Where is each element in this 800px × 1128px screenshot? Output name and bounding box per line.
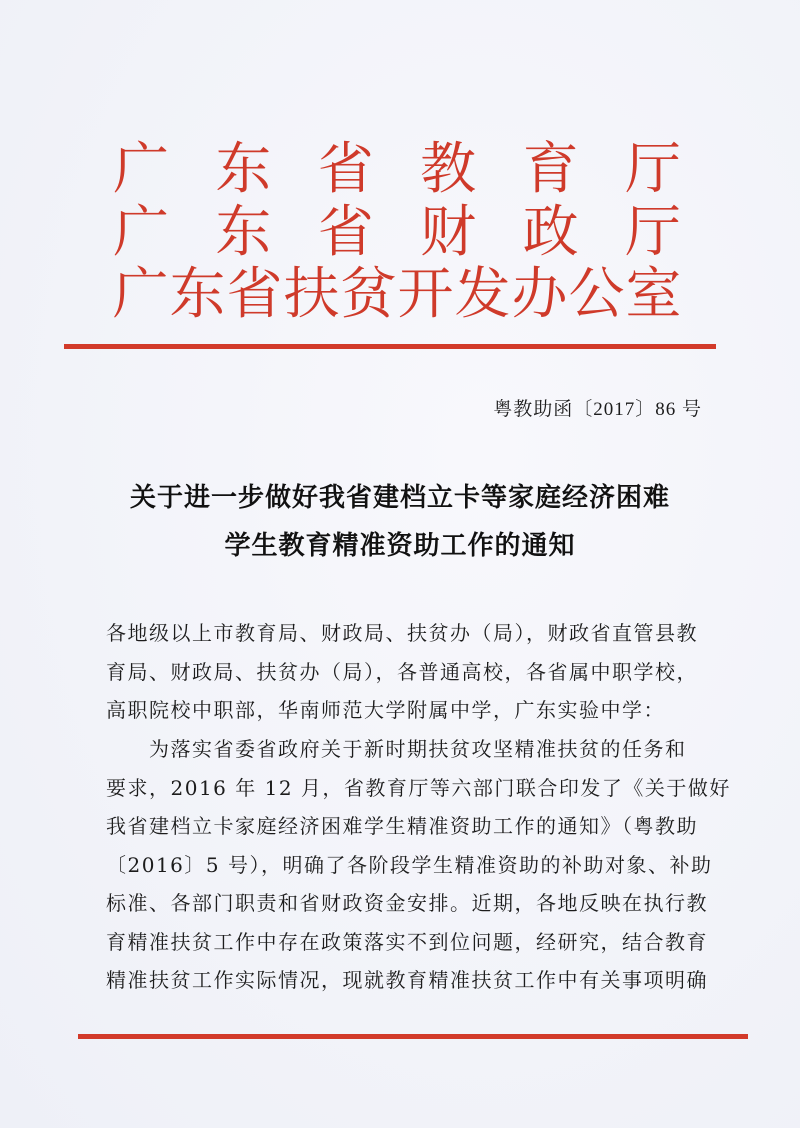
body-paragraph-1: [106, 730, 731, 1000]
paragraph-line: 育精准扶贫工作中存在政策落实不到位问题，经研究，结合教育: [106, 929, 708, 954]
addressee-line: 各地级以上市教育局、财政局、扶贫办（局），财政省直管县教: [106, 621, 698, 645]
letterhead-char: 广: [112, 262, 169, 327]
letterhead-row-poverty-office: [112, 262, 682, 327]
paragraph-line: 标准、各部门职责和省财政资金安排。近期，各地反映在执行教: [106, 891, 708, 915]
letterhead-char: 厅: [624, 200, 681, 265]
paragraph-line: 〔2016〕5 号），明确了各阶段学生精准资助的补助对象、补助: [106, 852, 713, 877]
letterhead-char: 开: [397, 262, 454, 327]
letterhead-char: 省: [317, 200, 374, 265]
letterhead-char: 发: [454, 262, 511, 327]
letterhead-row-education-department: [112, 137, 682, 202]
paragraph-line: 要求，2016 年 12 月，省教育厅等六部门联合印发了《关于做好: [106, 775, 731, 800]
letterhead-row-finance-department: [112, 200, 682, 265]
letterhead-char: 省: [226, 262, 283, 327]
paragraph-line: 我省建档立卡家庭经济困难学生精准资助工作的通知》（粤教助: [106, 814, 698, 838]
letterhead-divider: [64, 344, 716, 349]
addressee-line: 高职院校中职部，华南师范大学附属中学，广东实验中学：: [106, 698, 665, 722]
letterhead-char: 公: [568, 262, 625, 327]
letterhead-char: 省: [317, 137, 374, 202]
letterhead-char: 政: [522, 200, 579, 265]
letterhead-char: 东: [169, 262, 226, 327]
letterhead-char: 财: [420, 200, 477, 265]
page-footer-divider: [78, 1034, 748, 1039]
addressee-block: [106, 614, 716, 730]
letterhead-char: 广: [113, 200, 169, 265]
document-title-line-2: 学生教育精准资助工作的通知: [224, 531, 576, 561]
letterhead-char: 厅: [624, 137, 681, 202]
paragraph-line: 精准扶贫工作实际情况，现就教育精准扶贫工作中有关事项明确: [106, 968, 708, 992]
document-number: 粤教助函〔2017〕86 号: [493, 399, 702, 420]
letterhead-char: 教: [420, 137, 477, 202]
letterhead-char: 扶: [283, 262, 340, 327]
document-title-line-1: 关于进一步做好我省建档立卡等家庭经济困难: [129, 483, 670, 513]
letterhead-char: 东: [215, 200, 272, 265]
letterhead-char: 育: [522, 137, 579, 202]
letterhead-char: 贫: [340, 262, 397, 327]
letterhead-char: 办: [511, 262, 568, 327]
addressee-line: 育局、财政局、扶贫办（局），各普通高校，各省属中职学校，: [106, 659, 698, 684]
letterhead-char: 广: [113, 137, 169, 202]
paragraph-line: 为落实省委省政府关于新时期扶贫攻坚精准扶贫的任务和: [106, 737, 687, 761]
letterhead-char: 东: [215, 137, 272, 202]
letterhead-char: 室: [625, 262, 682, 327]
